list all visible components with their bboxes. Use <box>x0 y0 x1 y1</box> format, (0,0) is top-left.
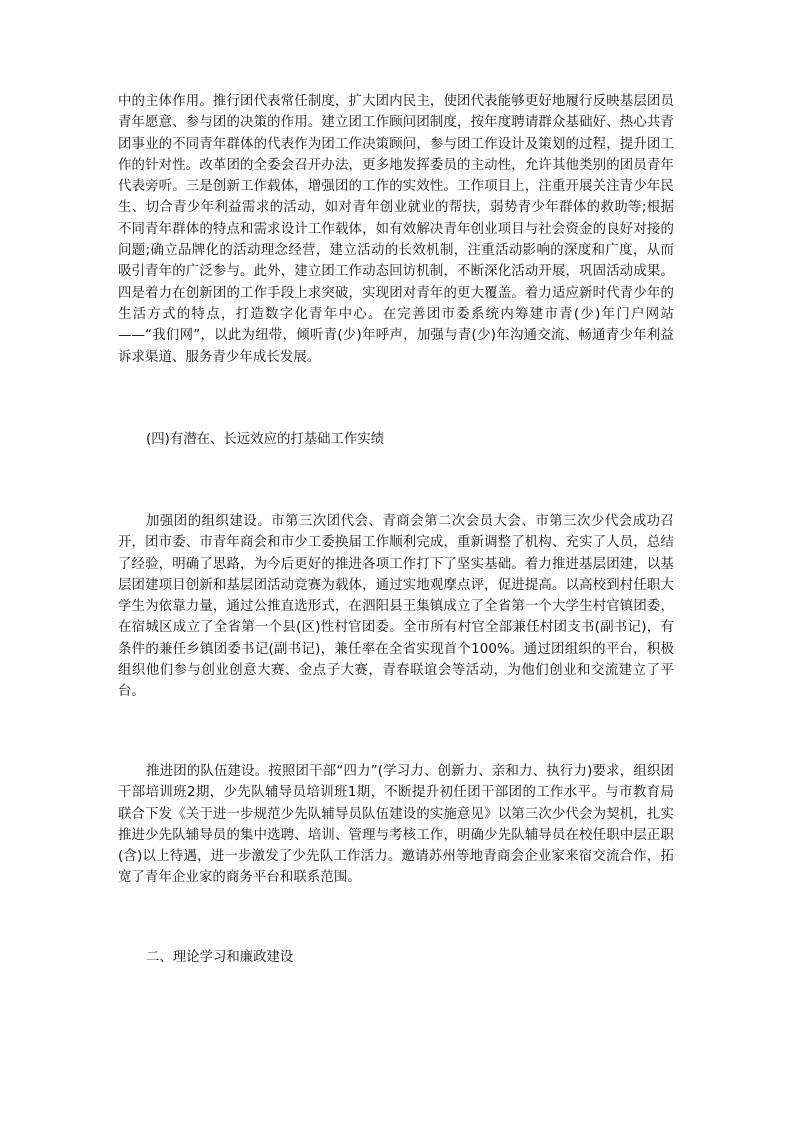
section-heading-2: 二、理论学习和廉政建设 <box>146 950 294 965</box>
body-paragraph-2: 加强团的组织建设。市第三次团代会、青商会第二次会员大会、市第三次少代会成功召开，团市委、市青年商会和市少工委换届工作顺利完成，重新调整了机构、充实了人员，总结了经验，明确了思路，为今后更好的推进各项工作打下了坚实基础。着力推进基层团建，以基层团建项目创新和基层团活动竞赛为载体，通过实地观摩点评，促进提高。以高校到村任职大学生为依靠力量，通过公推直选形式，在泗阳县王集镇成立了全省第一个大学生村官镇团委，在宿城区成立了全省第一个县(区)性村官团委。全市所有村官全部兼任村团支书(副书记)，有条件的兼任乡镇团委书记(副书记)，兼任率在全省实现首个100%。通过团组织的平台，积极组织他们参与创业创意大赛、金点子大赛，青春联谊会等活动，为他们创业和交流建立了平台。 <box>118 514 674 700</box>
body-paragraph-1: 中的主体作用。推行团代表常任制度，扩大团内民主，使团代表能够更好地履行反映基层团员青年愿意、参与团的决策的作用。建立团工作顾问团制度，按年度聘请群众基础好、热心共青团事业的不同青年群体的代表作为团工作决策顾问，参与团工作设计及策划的过程，提升团工作的针对性。改革团的全委会召开办法，更多地发挥委员的主动性，允许其他类别的团员青年代表旁听。三是创新工作载体，增强团的工作的实效性。工作项目上，注重开展关注青少年民生、切合青少年利益需求的活动，如对青年创业就业的帮扶，弱势青少年群体的救助等;根据不同青年群体的特点和需求设计工作载体，如有效解决青年创业项目与社会资金的良好对接的问题;确立品牌化的活动理念经营，建立活动的长效机制，注重活动影响的深度和广度，从而吸引青年的广泛参与。此外，建立团工作动态回访机制，不断深化活动开展，巩固活动成果。四是着力在创新团的工作手段上求突破，实现团对青年的更大覆盖。着力适应新时代青少年的生活方式的特点，打造数字化青年中心。在完善团市委系统内筹建市青(少)年门户网站——“我们网”，以此为纽带，倾听青(少)年呼声，加强与青(少)年沟通交流、畅通青少年利益诉求渠道、服务青少年成长发展。 <box>118 94 674 365</box>
section-heading-4: (四)有潜在、长远效应的打基础工作实绩 <box>146 432 385 447</box>
body-paragraph-3: 推进团的队伍建设。按照团干部“四力”(学习力、创新力、亲和力、执行力)要求，组织团干部培训班2期，少先队辅导员培训班1期，不断提升初任团干部团的工作水平。与市教育局联合下发《关于进一步规范少先队辅导员队伍建设的实施意见》以第三次少代会为契机，扎实推进少先队辅导员的集中选聘、培训、管理与考核工作，明确少先队辅导员在校任职中层正职(含)以上待遇，进一步激发了少先队工作活力。邀请苏州等地青商会企业家来宿交流合作，拓宽了青年企业家的商务平台和联系范围。 <box>118 764 674 886</box>
